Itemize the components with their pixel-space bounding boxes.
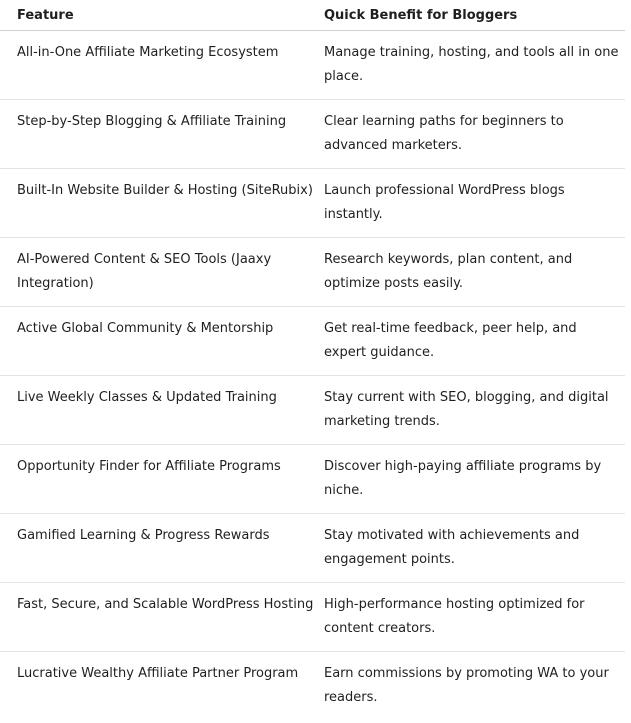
feature-cell: Lucrative Wealthy Affiliate Partner Program — [17, 666, 299, 681]
benefit-cell: Clear learning paths for beginners to advanced marketers. — [324, 114, 564, 153]
feature-cell: Step-by-Step Blogging & Affiliate Training — [17, 114, 287, 129]
table-row — [0, 31, 625, 100]
table-header-row — [0, 0, 625, 31]
benefit-cell: Get real-time feedback, peer help, and expert guidance. — [324, 321, 577, 360]
table-row — [0, 100, 625, 169]
feature-cell: AI-Powered Content & SEO Tools (Jaaxy Integration) — [17, 252, 272, 291]
benefit-cell: Stay motivated with achievements and engagement points. — [324, 528, 580, 567]
table-row — [0, 238, 625, 307]
feature-cell: Built-In Website Builder & Hosting (SiteRubix) — [17, 183, 313, 198]
feature-cell: Active Global Community & Mentorship — [17, 321, 274, 336]
feature-cell: Opportunity Finder for Affiliate Programs — [17, 459, 281, 474]
feature-cell: Fast, Secure, and Scalable WordPress Hosting — [17, 597, 314, 612]
benefit-cell: Research keywords, plan content, and optimize posts easily. — [324, 252, 573, 291]
feature-cell: Live Weekly Classes & Updated Training — [17, 390, 277, 405]
feature-cell: Gamified Learning & Progress Rewards — [17, 528, 270, 543]
benefit-cell: High-performance hosting optimized for content creators. — [324, 597, 585, 636]
table-row — [0, 376, 625, 445]
table-row — [0, 307, 625, 376]
benefit-column-header: Quick Benefit for Bloggers — [324, 8, 518, 23]
table-row — [0, 169, 625, 238]
benefit-cell: Earn commissions by promoting WA to your readers. — [324, 666, 609, 705]
benefit-cell: Manage training, hosting, and tools all in one place. — [324, 45, 619, 84]
feature-column-header: Feature — [17, 8, 74, 23]
benefit-cell: Launch professional WordPress blogs instantly. — [324, 183, 565, 222]
benefit-cell: Discover high-paying affiliate programs by niche. — [324, 459, 602, 498]
table-row — [0, 583, 625, 652]
table-row — [0, 445, 625, 514]
table-row — [0, 652, 625, 721]
table-row — [0, 514, 625, 583]
feature-cell: All-in-One Affiliate Marketing Ecosystem — [17, 45, 279, 60]
benefit-cell: Stay current with SEO, blogging, and digital marketing trends. — [324, 390, 609, 429]
